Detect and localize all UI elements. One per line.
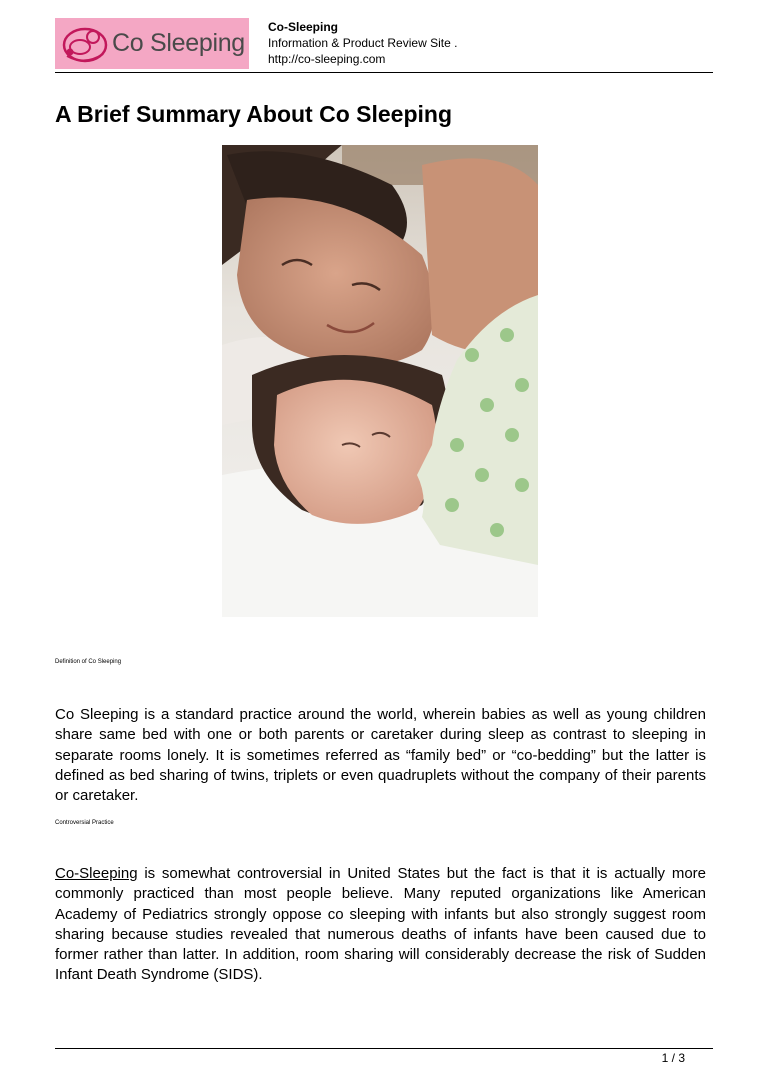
site-url[interactable]: http://co-sleeping.com (268, 52, 386, 66)
page-title: A Brief Summary About Co Sleeping (55, 101, 453, 127)
section-heading-controversial: Controversial Practice (55, 820, 114, 826)
page-number: 1 / 3 (661, 1051, 685, 1065)
site-info (268, 19, 457, 67)
mother-baby-photo-image (222, 145, 538, 617)
site-name: Co-Sleeping (268, 20, 339, 34)
logo-text: Co Sleeping (112, 29, 245, 57)
paragraph-controversial-text: is somewhat controversial in United States but the fact is that it is actually more commonly practiced than most people believe. Many reputed organizations like American Academy of Pediatrics strongly oppose co sleeping with infants but also strongly suggest room sharing because studies revealed that numerous deaths of infants have been caused due to former rather than latter. In addition, room sharing will considerably decrease the risk of Sudden Infant Death Syndrome (SIDS). (55, 865, 706, 984)
paragraph-definition: Co Sleeping is a standard practice around the world, wherein babies as well as young children share same bed with one or both parents or caretaker during sleep as contrast to sleeping in separate rooms lonely. It is sometimes referred as “family bed” or “co-bedding” but the latter is defined as bed sharing of twins, triplets or even quadruplets without the company of their parents or caretaker. (55, 706, 706, 805)
site-tagline: Information & Product Review Site . (268, 36, 458, 50)
co-sleeping-link[interactable]: Co-Sleeping (55, 865, 138, 882)
footer-divider (55, 1048, 713, 1049)
header-divider (55, 72, 713, 73)
section-heading-definition: Definition of Co Sleeping (55, 659, 122, 665)
mother-baby-photo (222, 145, 538, 617)
site-logo (55, 18, 249, 69)
paragraph-controversial (55, 864, 706, 986)
